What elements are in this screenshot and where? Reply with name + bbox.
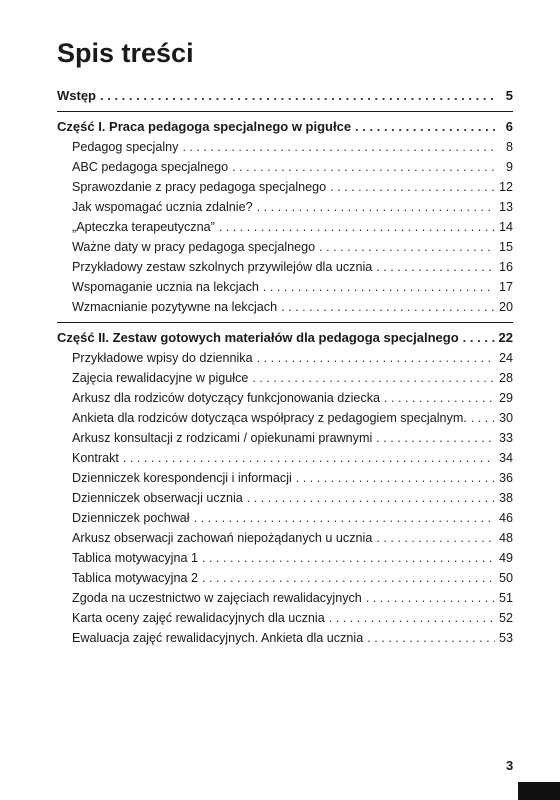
toc-entry-label: Wzmacnianie pozytywne na lekcjach (72, 300, 278, 314)
section-divider (57, 111, 513, 112)
toc-entry-page: 38 (498, 491, 513, 505)
toc-entry-label: Ewaluacja zajęć rewalidacyjnych. Ankieta dla ucznia (72, 631, 364, 645)
toc-leader-dots (100, 86, 495, 106)
toc-entry-page: 29 (498, 391, 513, 405)
toc-entry[interactable] (57, 588, 513, 608)
toc-entry-page: 9 (505, 160, 513, 174)
toc-entry-page: 20 (498, 300, 513, 314)
toc-entry[interactable] (57, 388, 513, 408)
section-divider (57, 322, 513, 323)
toc-entry[interactable] (57, 568, 513, 588)
toc-entry-page: 5 (505, 88, 513, 103)
toc-entry-page: 33 (498, 431, 513, 445)
toc-entry-page: 50 (498, 571, 513, 585)
toc-entry-page: 6 (505, 119, 513, 134)
toc-entry-page: 51 (498, 591, 513, 605)
toc-leader-dots (202, 568, 495, 588)
toc-entry[interactable] (57, 177, 513, 197)
toc-entry[interactable] (57, 277, 513, 297)
toc-leader-dots (219, 217, 495, 237)
toc-entry-page: 28 (498, 371, 513, 385)
toc-entry[interactable] (57, 608, 513, 628)
toc-entry[interactable] (57, 237, 513, 257)
toc-entry-label: Część II. Zestaw gotowych materiałów dla pedagoga specjalnego (57, 330, 459, 345)
toc-entry-label: Dzienniczek korespondencji i informacji (72, 471, 292, 485)
toc-entry-part-1[interactable] (57, 117, 513, 137)
toc-entry-page: 34 (498, 451, 513, 465)
toc-entry-wstep[interactable] (57, 86, 513, 106)
toc-entry-label: Tablica motywacyjna 2 (72, 571, 198, 585)
toc-entry-label: Arkusz konsultacji z rodzicami / opiekunami prawnymi (72, 431, 373, 445)
toc-leader-dots (123, 448, 495, 468)
toc-entry-page: 46 (498, 511, 513, 525)
toc-entry[interactable] (57, 428, 513, 448)
toc-leader-dots (281, 297, 495, 317)
toc-entry-label: Kontrakt (72, 451, 119, 465)
toc-entry-label: Przykładowe wpisy do dziennika (72, 351, 253, 365)
toc-entry-page: 48 (498, 531, 513, 545)
toc-entry-page: 52 (498, 611, 513, 625)
toc-leader-dots (194, 508, 495, 528)
toc-entry-label: Sprawozdanie z pracy pedagoga specjalnego (72, 180, 327, 194)
toc-leader-dots (463, 328, 495, 348)
toc-entry[interactable] (57, 548, 513, 568)
toc-leader-dots (376, 257, 495, 277)
toc-entry-label: Arkusz obserwacji zachowań niepożądanych u ucznia (72, 531, 373, 545)
table-of-contents (57, 86, 513, 648)
toc-leader-dots (376, 428, 495, 448)
toc-leader-dots (252, 368, 495, 388)
toc-entry-label: Zajęcia rewalidacyjne w pigułce (72, 371, 249, 385)
toc-leader-dots (376, 528, 495, 548)
toc-entry-label: Zgoda na uczestnictwo w zajęciach rewalidacyjnych (72, 591, 362, 605)
toc-entry-label: Ankieta dla rodziców dotycząca współpracy z pedagogiem specjalnym. (72, 411, 467, 425)
toc-leader-dots (257, 197, 495, 217)
toc-leader-dots (367, 628, 495, 648)
corner-tab-marker (518, 782, 560, 800)
toc-entry-label: Tablica motywacyjna 1 (72, 551, 198, 565)
toc-entry-page: 30 (498, 411, 513, 425)
page-title: Spis treści (57, 38, 194, 68)
toc-entry-page: 15 (498, 240, 513, 254)
toc-leader-dots (296, 468, 495, 488)
toc-entry-page: 53 (498, 631, 513, 645)
toc-entry[interactable] (57, 448, 513, 468)
toc-entry-label: Dzienniczek pochwał (72, 511, 190, 525)
toc-entry-label: Karta oceny zajęć rewalidacyjnych dla ucznia (72, 611, 325, 625)
toc-entry-label: Część I. Praca pedagoga specjalnego w pigułce (57, 119, 352, 134)
toc-entry-page: 12 (498, 180, 513, 194)
toc-leader-dots (202, 548, 495, 568)
toc-leader-dots (319, 237, 495, 257)
toc-leader-dots (257, 348, 495, 368)
toc-entry[interactable] (57, 528, 513, 548)
toc-leader-dots (330, 177, 495, 197)
toc-entry-page: 36 (498, 471, 513, 485)
toc-leader-dots (263, 277, 495, 297)
toc-entry-page: 13 (498, 200, 513, 214)
toc-leader-dots (182, 137, 495, 157)
toc-entry[interactable] (57, 508, 513, 528)
toc-entry[interactable] (57, 257, 513, 277)
toc-entry-label: Przykładowy zestaw szkolnych przywilejów dla ucznia (72, 260, 373, 274)
toc-entry[interactable] (57, 197, 513, 217)
toc-entry-label: Wspomaganie ucznia na lekcjach (72, 280, 259, 294)
toc-entry-label: Jak wspomagać ucznia zdalnie? (72, 200, 253, 214)
toc-entry-label: „Apteczka terapeutyczna” (72, 220, 215, 234)
toc-entry-label: Pedagog specjalny (72, 140, 179, 154)
toc-leader-dots (329, 608, 495, 628)
toc-entry[interactable] (57, 408, 513, 428)
toc-entry-page: 24 (498, 351, 513, 365)
toc-entry-page: 8 (505, 140, 513, 154)
toc-entry-label: Arkusz dla rodziców dotyczący funkcjonowania dziecka (72, 391, 380, 405)
page-number: 3 (506, 758, 514, 773)
toc-entry-label: Wstęp (57, 88, 96, 103)
toc-leader-dots (366, 588, 495, 608)
toc-leader-dots (247, 488, 495, 508)
toc-leader-dots (355, 117, 495, 137)
toc-entry-page: 22 (498, 330, 513, 345)
toc-entry[interactable] (57, 297, 513, 317)
toc-entry[interactable] (57, 348, 513, 368)
toc-entry-page: 16 (498, 260, 513, 274)
toc-entry[interactable] (57, 368, 513, 388)
toc-leader-dots (384, 388, 495, 408)
toc-leader-dots (471, 408, 495, 428)
toc-leader-dots (232, 157, 495, 177)
toc-entry-label: ABC pedagoga specjalnego (72, 160, 229, 174)
toc-entry-part-2[interactable] (57, 328, 513, 348)
toc-entry-page: 49 (498, 551, 513, 565)
toc-entry[interactable] (57, 628, 513, 648)
toc-entry[interactable] (57, 468, 513, 488)
toc-entry[interactable] (57, 217, 513, 237)
toc-entry-page: 14 (498, 220, 513, 234)
toc-entry-label: Ważne daty w pracy pedagoga specjalnego (72, 240, 316, 254)
toc-entry[interactable] (57, 488, 513, 508)
toc-entry-page: 17 (498, 280, 513, 294)
toc-entry-label: Dzienniczek obserwacji ucznia (72, 491, 243, 505)
toc-entry[interactable] (57, 157, 513, 177)
toc-entry[interactable] (57, 137, 513, 157)
